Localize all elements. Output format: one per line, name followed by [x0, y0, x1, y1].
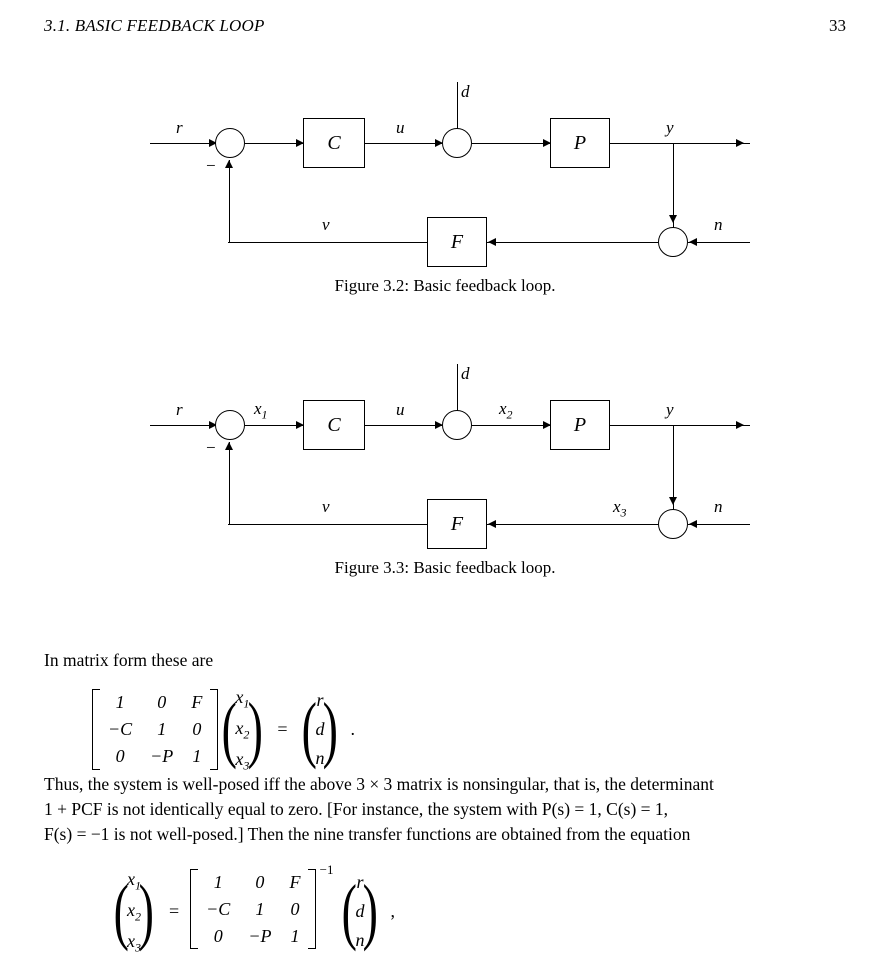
equation-2-matrix-bracket [190, 869, 316, 949]
wire-sum1-to-c [245, 425, 303, 426]
wire-f-to-feedback [228, 524, 427, 525]
table-row [197, 869, 309, 896]
summing-junction-2 [442, 128, 472, 158]
signal-label-d: d [461, 82, 470, 101]
table-row [233, 684, 251, 713]
equation-1 [92, 682, 355, 777]
signal-label-u: u [396, 400, 405, 419]
block-p-label: P [573, 413, 587, 436]
figure-3-2 [0, 60, 890, 296]
equation-2-left-vector [123, 864, 145, 959]
matrix-cell: 1 [255, 898, 265, 919]
block-p [550, 118, 610, 168]
signal-label-r: r [176, 118, 183, 137]
table-row [125, 866, 143, 895]
vector-cell: $x_2$ [127, 900, 141, 924]
vector-cell: d [315, 719, 325, 740]
matrix-cell: 0 [192, 719, 202, 740]
equation-2-matrix [197, 869, 309, 949]
equation-2-left-vector-paren [110, 864, 158, 959]
equation-2-matrix-exponent: −1 [319, 861, 334, 877]
matrix-cell: 0 [290, 898, 300, 919]
vector-cell: ( r [316, 690, 324, 711]
equation-1-equals: = [277, 719, 288, 740]
wellposed-paragraph-line-1: Thus, the system is well-posed iff the above 3 × 3 matrix is nonsingular, that is, the determinant [44, 774, 714, 794]
signal-label-y: y [666, 400, 674, 419]
vector-cell: n [315, 748, 325, 769]
block-p [550, 400, 610, 450]
summing-junction-1-minus-sign: − [206, 156, 216, 175]
equation-2-trailing-punctuation: , [390, 901, 395, 922]
vector-cell: ( r [356, 872, 364, 893]
signal-label-v: v [322, 497, 330, 516]
wire-junction3-to-f [487, 242, 658, 243]
page-number: 33 [829, 16, 846, 35]
signal-label-x3: $x_3$ [613, 497, 627, 520]
arrowhead-n [689, 520, 697, 528]
matrix-cell: 0 [255, 871, 265, 892]
table-row [125, 897, 143, 926]
matrix-cell: 0 [157, 692, 167, 713]
signal-label-n: n [714, 497, 723, 516]
equation-1-trailing-punctuation: . [350, 719, 355, 740]
matrix-cell: −C [108, 719, 133, 740]
arrowhead-sum1-feedback [225, 442, 233, 450]
matrix-cell: 1 [213, 871, 223, 892]
vector-cell: ( $x_1$ [235, 687, 250, 711]
table-row [313, 716, 326, 743]
vector-cell: $x_2$ [235, 718, 250, 742]
summing-junction-1-minus-sign: − [206, 438, 216, 457]
summing-junction-3 [658, 227, 688, 257]
equation-1-left-vector-paren [218, 682, 266, 777]
block-c-label: C [327, 131, 341, 154]
table-row [233, 715, 251, 744]
matrix-cell: 1 [290, 925, 300, 946]
block-f [427, 499, 487, 549]
wire-junction3-to-f [487, 524, 658, 525]
summing-junction-1 [215, 128, 245, 158]
matrix-cell: F [191, 692, 203, 713]
vector-cell: $x_3$ [127, 931, 141, 955]
arrowhead-junction3-input [669, 215, 677, 223]
matrix-intro-paragraph: In matrix form these are [44, 650, 214, 670]
equation-1-right-vector [311, 685, 328, 773]
signal-label-u: u [396, 118, 405, 137]
equation-2-right-vector-paren [338, 867, 381, 955]
matrix-cell: 0 [115, 746, 125, 767]
summing-junction-2 [442, 410, 472, 440]
wire-feedback-up [229, 160, 230, 242]
vector-cell: ( $x_1$ [127, 869, 141, 893]
figure-3-3 [0, 342, 890, 578]
signal-label-n: n [714, 215, 723, 234]
wire-p-output [610, 143, 750, 144]
equation-1-matrix [99, 689, 211, 769]
signal-label-x1: $x_1$ [254, 399, 268, 422]
figure-3-2-caption: Figure 3.2: Basic feedback loop. [334, 276, 556, 295]
equation-1-left-vector [231, 682, 253, 777]
signal-label-y: y [666, 118, 674, 137]
arrowhead-junction3-input [669, 497, 677, 505]
table-row [99, 689, 211, 716]
running-head [44, 16, 846, 42]
arrowhead-f-input [488, 238, 496, 246]
signal-label-d: d [461, 364, 470, 383]
arrowhead-f-input [488, 520, 496, 528]
wellposed-paragraph-line-3: F(s) = −1 is not well-posed.] Then the nine transfer functions are obtained from the equation [44, 824, 691, 844]
matrix-cell: 0 [213, 925, 223, 946]
wire-c-to-sum2 [365, 425, 442, 426]
matrix-cell: −P [150, 746, 174, 767]
wire-p-output [610, 425, 750, 426]
table-row [99, 716, 211, 743]
block-f-label: F [450, 230, 464, 253]
block-c-label: C [327, 413, 341, 436]
wire-r [150, 425, 215, 426]
matrix-cell: 1 [115, 692, 125, 713]
matrix-cell: −C [206, 898, 231, 919]
wire-sum1-to-c [245, 143, 303, 144]
table-row [353, 927, 366, 954]
block-p-label: P [573, 131, 587, 154]
wellposed-paragraph-line-2: 1 + PCF is not identically equal to zero. [For instance, the system with P(s) = 1, C(s) = 1, [44, 799, 669, 819]
signal-label-x2: $x_2$ [499, 399, 513, 422]
arrowhead-y-output [736, 139, 744, 147]
equation-2-equals: = [169, 901, 180, 922]
figure-3-2-diagram [0, 60, 890, 270]
signal-label-r: r [176, 400, 183, 419]
wire-n [688, 524, 750, 525]
section-title: 3.1. BASIC FEEDBACK LOOP [44, 16, 265, 35]
wire-sum2-to-p [472, 425, 550, 426]
equation-1-right-vector-paren [298, 685, 341, 773]
wire-f-to-feedback [228, 242, 427, 243]
block-f-label: F [450, 512, 464, 535]
matrix-cell: 1 [157, 719, 167, 740]
arrowhead-sum1-feedback [225, 160, 233, 168]
equation-2-matrix-wrap [190, 861, 334, 954]
matrix-cell: 1 [192, 746, 202, 767]
table-row [99, 743, 211, 770]
table-row [197, 896, 309, 923]
table-row [353, 869, 366, 896]
table-row [313, 745, 326, 772]
figure-3-3-diagram [0, 342, 890, 552]
summing-junction-3 [658, 509, 688, 539]
wire-n [688, 242, 750, 243]
table-row [197, 923, 309, 950]
arrowhead-y-output [736, 421, 744, 429]
matrix-cell: F [289, 871, 301, 892]
vector-cell: $x_3$ [235, 749, 250, 773]
block-c [303, 118, 365, 168]
wire-c-to-sum2 [365, 143, 442, 144]
table-row [125, 928, 143, 957]
block-c [303, 400, 365, 450]
wire-r [150, 143, 215, 144]
matrix-cell: −P [248, 925, 272, 946]
equation-1-matrix-bracket [92, 689, 218, 769]
wire-sum2-to-p [472, 143, 550, 144]
table-row [313, 687, 326, 714]
block-f [427, 217, 487, 267]
signal-label-v: v [322, 215, 330, 234]
wire-feedback-up [229, 442, 230, 524]
equation-2-right-vector [351, 867, 368, 955]
arrowhead-n [689, 238, 697, 246]
figure-3-3-caption: Figure 3.3: Basic feedback loop. [334, 558, 556, 577]
vector-cell: n [355, 930, 365, 951]
summing-junction-1 [215, 410, 245, 440]
equation-2 [110, 861, 395, 959]
table-row [353, 898, 366, 925]
vector-cell: d [355, 901, 365, 922]
